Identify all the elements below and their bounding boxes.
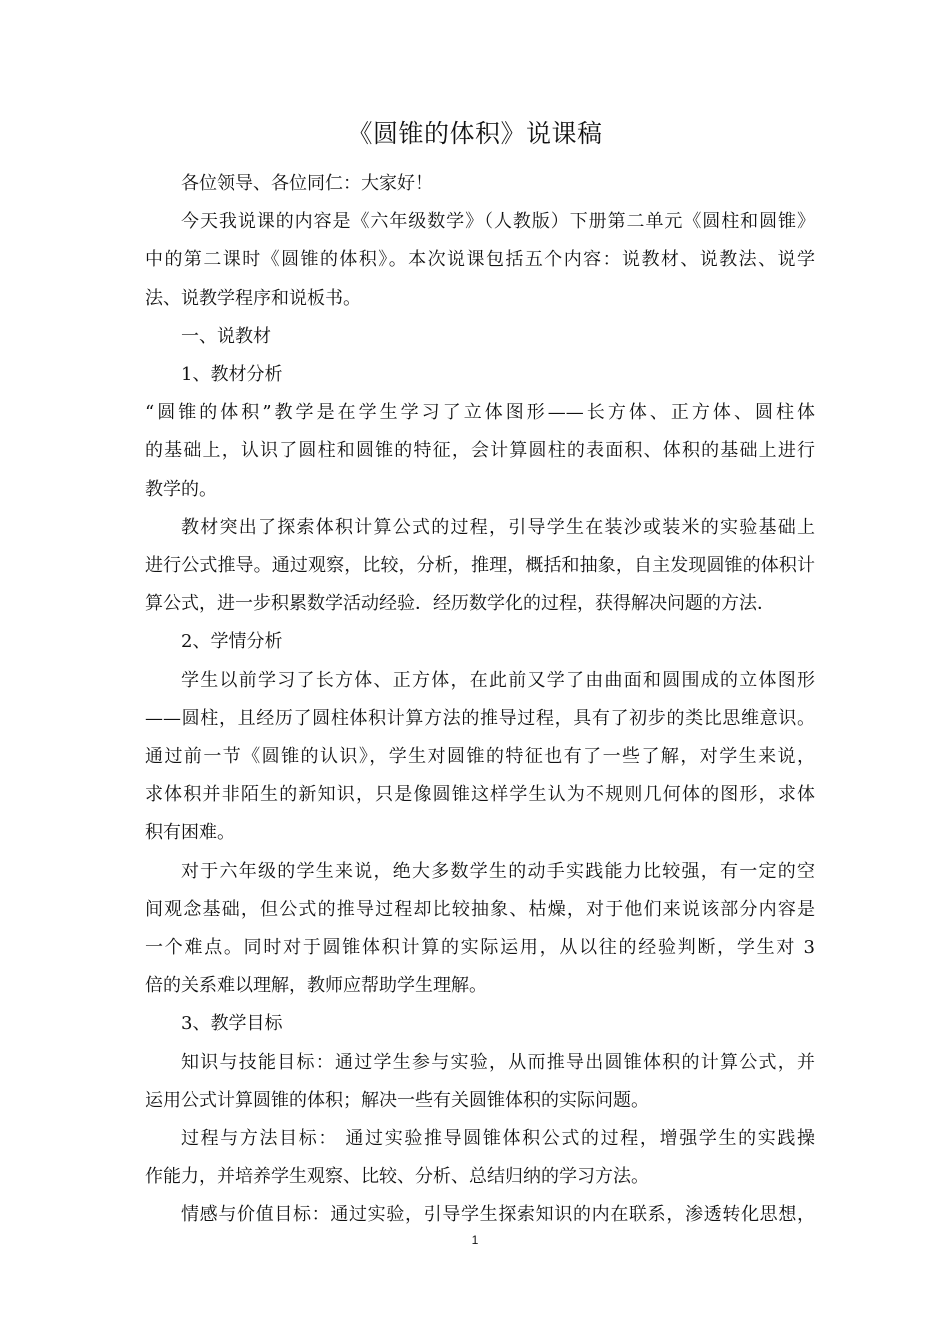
paragraph-line: 中的第二课时《圆锥的体积》。本次说课包括五个内容：说教材、说教法、说学 <box>145 249 815 270</box>
paragraph-line: 教学的。 <box>145 479 217 500</box>
paragraph-line: 算公式，进一步积累数学活动经验．经历数学化的过程，获得解决问题的方法． <box>145 593 775 614</box>
paragraph-line: 过程与方法目标： 通过实验推导圆锥体积公式的过程，增强学生的实践操 <box>181 1128 815 1149</box>
paragraph-line: 知识与技能目标：通过学生参与实验，从而推导出圆锥体积的计算公式，并 <box>181 1052 815 1073</box>
paragraph-line: ——圆柱，且经历了圆柱体积计算方法的推导过程，具有了初步的类比思维意识。 <box>145 708 815 729</box>
paragraph-line: 1、教材分析 <box>181 364 283 385</box>
document-title: 《圆锥的体积》说课稿 <box>347 119 603 148</box>
page-number: 1 <box>471 1233 479 1247</box>
paragraph-line: 进行公式推导。通过观察，比较，分析，推理，概括和抽象，自主发现圆锥的体积计 <box>145 555 815 576</box>
paragraph-line: 今天我说课的内容是《六年级数学》（人教版）下册第二单元《圆柱和圆锥》 <box>181 211 815 232</box>
paragraph-line: 法、说教学程序和说板书。 <box>145 288 361 309</box>
paragraph-line: 学生以前学习了长方体、正方体，在此前又学了由曲面和圆围成的立体图形 <box>181 670 815 691</box>
paragraph-line: 间观念基础，但公式的推导过程却比较抽象、枯燥，对于他们来说该部分内容是 <box>145 899 815 920</box>
paragraph-line: 情感与价值目标：通过实验，引导学生探索知识的内在联系，渗透转化思想， <box>181 1204 815 1225</box>
paragraph-line: 教材突出了探索体积计算公式的过程，引导学生在装沙或装米的实验基础上 <box>181 517 815 538</box>
paragraph-line: 的基础上，认识了圆柱和圆锥的特征，会计算圆柱的表面积、体积的基础上进行 <box>145 440 815 461</box>
paragraph-line: 作能力，并培养学生观察、比较、分析、总结归纳的学习方法。 <box>145 1166 649 1187</box>
paragraph-line: 对于六年级的学生来说，绝大多数学生的动手实践能力比较强，有一定的空 <box>181 861 815 882</box>
paragraph-line: 运用公式计算圆锥的体积；解决一些有关圆锥体积的实际问题。 <box>145 1090 649 1111</box>
paragraph-line: 一个难点。同时对于圆锥体积计算的实际运用，从以往的经验判断，学生对 3 <box>145 937 815 958</box>
paragraph-line: 各位领导、各位同仁：大家好！ <box>181 173 433 194</box>
paragraph-line: 积有困难。 <box>145 822 235 843</box>
paragraph-line: “圆锥的体积”教学是在学生学习了立体图形——长方体、正方体、圆柱体 <box>145 402 815 423</box>
paragraph-line: 求体积并非陌生的新知识，只是像圆锥这样学生认为不规则几何体的图形，求体 <box>145 784 815 805</box>
paragraph-line: 2、学情分析 <box>181 631 283 652</box>
paragraph-line: 倍的关系难以理解，教师应帮助学生理解。 <box>145 975 487 996</box>
paragraph-line: 通过前一节《圆锥的认识》，学生对圆锥的特征也有了一些了解，对学生来说， <box>145 746 815 767</box>
paragraph-line: 3、教学目标 <box>181 1013 283 1034</box>
paragraph-line: 一、说教材 <box>181 326 271 347</box>
